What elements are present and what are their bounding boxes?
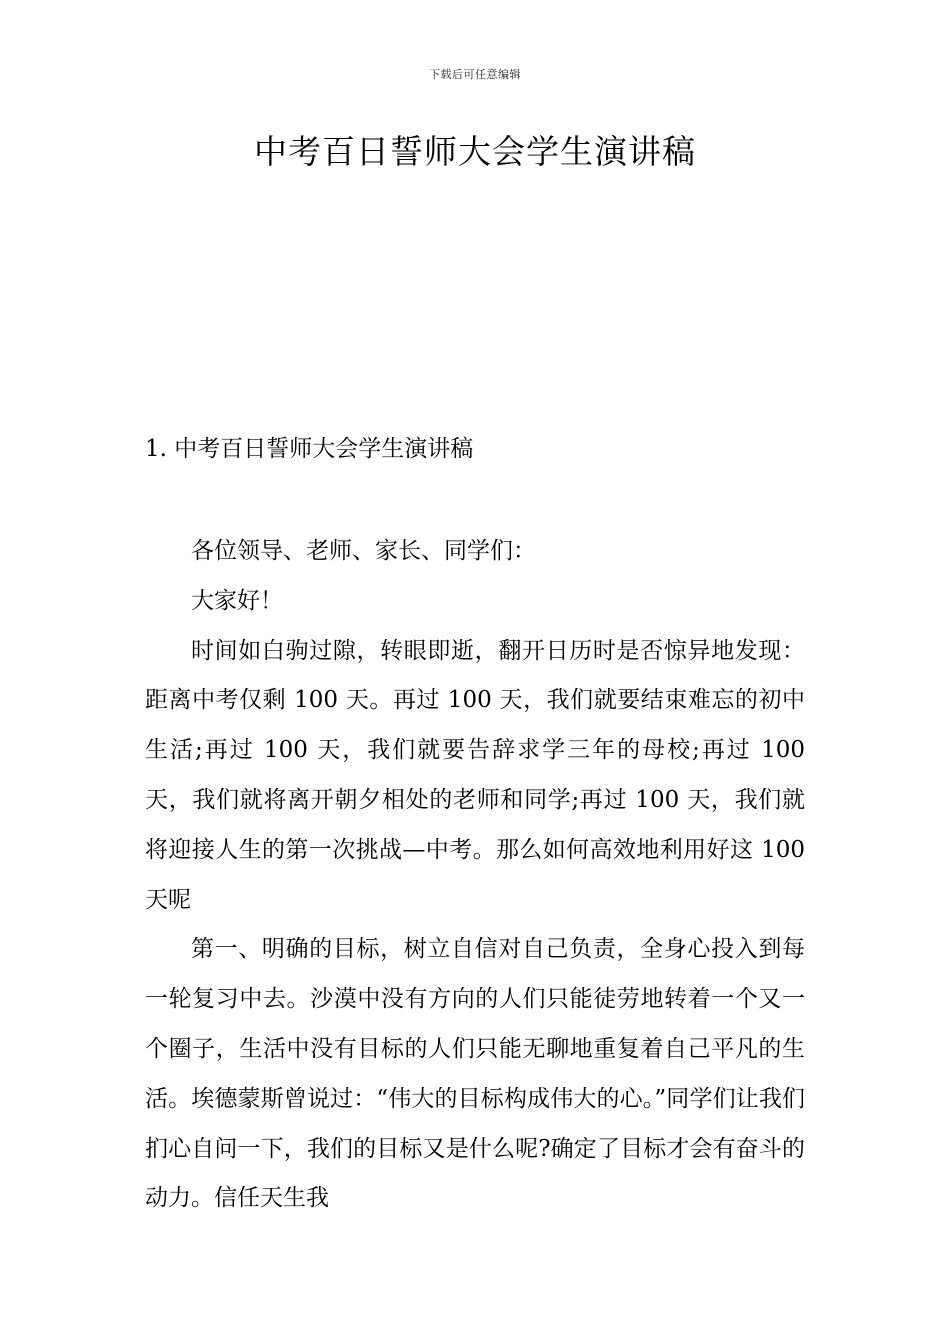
paragraph-countdown: 时间如白驹过隙，转眼即逝，翻开日历时是否惊异地发现：距离中考仅剩 100 天。再过 100 天，我们就要结束难忘的初中生活;再过 100 天，我们就要告辞求学三年的母校;再过 100 天，我们就将离开朝夕相处的老师和同学;再过 100 天，我们就将迎接人生的第一次挑战—中考。那么如何高效地利用好这 100 天呢 xyxy=(145,637,805,913)
body-text xyxy=(145,527,805,1224)
header-note: 下载后可任意编辑 xyxy=(429,68,521,81)
paragraph-first-point: 第一、明确的目标，树立自信对自己负责，全身心投入到每一轮复习中去。沙漠中没有方向的人们只能徒劳地转着一个又一个圈子，生活中没有目标的人们只能无聊地重复着自己平凡的生活。埃德蒙斯曾说过：“伟大的目标构成伟大的心。”同学们让我们扪心自问一下，我们的目标又是什么呢?确定了目标才会有奋斗的动力。信任天生我 xyxy=(145,936,805,1212)
section-heading: 1. 中考百日誓师大会学生演讲稿 xyxy=(145,436,474,462)
paragraph-greeting: 大家好！ xyxy=(191,587,283,614)
document-title: 中考百日誓师大会学生演讲稿 xyxy=(254,132,696,171)
paragraph-salutation: 各位领导、老师、家长、同学们： xyxy=(191,538,536,564)
